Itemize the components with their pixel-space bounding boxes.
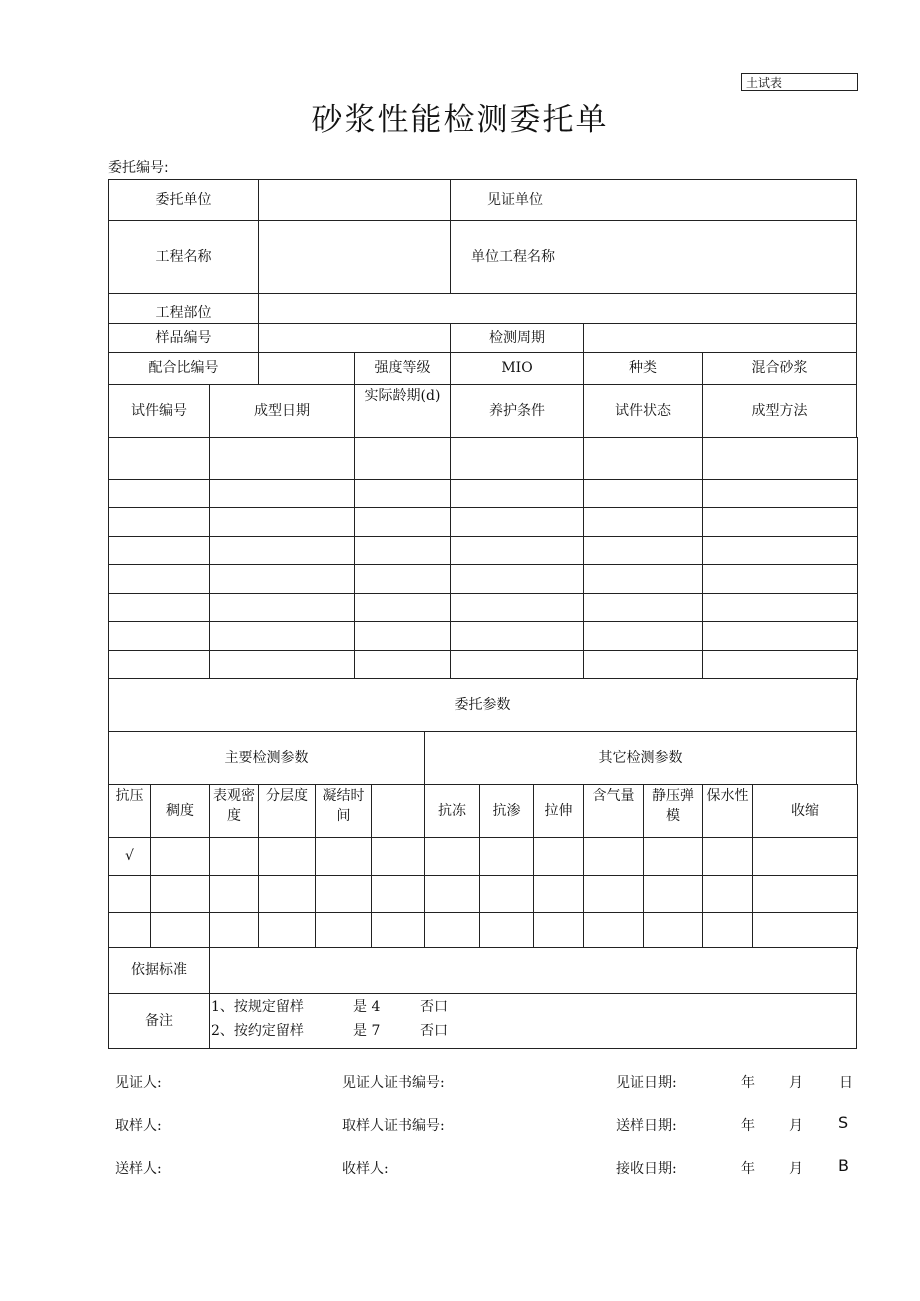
specimen-cell[interactable]: [108, 536, 210, 565]
specimen-cell[interactable]: [209, 593, 355, 622]
param-check-cell[interactable]: [108, 912, 151, 949]
specimen-cell[interactable]: [583, 650, 703, 680]
param-check-cell[interactable]: [315, 875, 372, 913]
param-header-blank: [371, 784, 425, 839]
specimen-cell[interactable]: [209, 564, 355, 594]
specimen-cell[interactable]: [354, 593, 451, 622]
param-check-cell[interactable]: [424, 912, 480, 949]
param-check-cell[interactable]: [533, 837, 584, 876]
test-period-label: 检测周期: [450, 323, 584, 353]
param-check-cell[interactable]: [258, 837, 316, 876]
specimen-cell[interactable]: [702, 621, 858, 651]
strength-grade-value[interactable]: MIO: [450, 352, 584, 385]
specimen-cell[interactable]: [108, 507, 210, 537]
project-part-field[interactable]: [258, 293, 857, 324]
project-name-label: 工程名称: [108, 220, 259, 294]
remarks-line2-yes[interactable]: 是 7: [353, 1023, 381, 1039]
form-code: 土试表: [741, 73, 858, 91]
param-check-cell[interactable]: [371, 875, 425, 913]
basis-field[interactable]: [209, 947, 857, 994]
specimen-cell[interactable]: [209, 621, 355, 651]
send-date-label: 送样日期:: [616, 1118, 677, 1134]
compressive-check-cell[interactable]: √: [108, 837, 151, 876]
witness-label: 见证人:: [115, 1075, 162, 1091]
param-header-apparent-density: 表观密度: [209, 784, 259, 839]
param-check-cell[interactable]: [371, 912, 425, 949]
param-check-cell[interactable]: [209, 837, 259, 876]
mix-no-label: 配合比编号: [108, 352, 259, 385]
send-day-mark: S: [838, 1113, 849, 1132]
param-check-cell[interactable]: [752, 912, 858, 949]
param-header-compressive: 抗压: [108, 784, 151, 839]
specimen-cell[interactable]: [583, 593, 703, 622]
other-params-label: 其它检测参数: [424, 731, 857, 785]
specimen-cell[interactable]: [702, 536, 858, 565]
param-header-impermeability: 抗渗: [479, 784, 534, 839]
specimen-cell[interactable]: [209, 507, 355, 537]
specimen-header-method: 成型方法: [702, 384, 857, 438]
param-check-cell[interactable]: [533, 912, 584, 949]
specimen-cell[interactable]: [450, 621, 584, 651]
param-check-cell[interactable]: [533, 875, 584, 913]
param-check-cell[interactable]: [371, 837, 425, 876]
specimen-cell[interactable]: [108, 479, 210, 508]
param-check-cell[interactable]: [479, 837, 534, 876]
param-check-cell[interactable]: [643, 875, 703, 913]
entrust-unit-label: 委托单位: [108, 179, 259, 221]
specimen-cell[interactable]: [702, 507, 858, 537]
specimen-cell[interactable]: [209, 536, 355, 565]
witness-month: 月: [789, 1075, 803, 1091]
param-check-cell[interactable]: [209, 912, 259, 949]
param-check-cell[interactable]: [583, 912, 644, 949]
remarks-line1-no[interactable]: 否口: [420, 999, 448, 1015]
page-title: 砂浆性能检测委托单: [311, 102, 609, 138]
specimen-cell[interactable]: [108, 650, 210, 680]
main-params-label: 主要检测参数: [108, 731, 425, 785]
specimen-cell[interactable]: [450, 593, 584, 622]
specimen-cell[interactable]: [354, 621, 451, 651]
specimen-cell[interactable]: [354, 507, 451, 537]
param-check-cell[interactable]: [209, 875, 259, 913]
project-part-label: 工程部位: [108, 293, 259, 324]
receive-day-mark: B: [838, 1156, 849, 1175]
remarks-line1-yes[interactable]: 是 4: [353, 999, 381, 1015]
specimen-cell[interactable]: [702, 479, 858, 508]
specimen-cell[interactable]: [702, 650, 858, 680]
param-check-cell[interactable]: [315, 837, 372, 876]
remarks-line2-no[interactable]: 否口: [420, 1023, 448, 1039]
param-check-cell[interactable]: [702, 912, 753, 949]
param-header-consistency: 稠度: [150, 784, 210, 839]
specimen-cell[interactable]: [583, 479, 703, 508]
specimen-cell[interactable]: [450, 437, 584, 480]
param-check-cell[interactable]: [479, 912, 534, 949]
sampler-cert-label: 取样人证书编号:: [342, 1118, 445, 1134]
param-header-static-elastic-modulus: 静压弹模: [643, 784, 703, 839]
param-header-air-content: 含气量: [583, 784, 644, 839]
specimen-cell[interactable]: [354, 564, 451, 594]
param-header-frost-resistance: 抗冻: [424, 784, 480, 839]
remarks-label: 备注: [108, 993, 210, 1049]
witness-unit-label: 见证单位: [487, 191, 543, 208]
mix-no-field[interactable]: [258, 352, 355, 385]
entrust-unit-field[interactable]: [258, 179, 451, 221]
specimen-cell[interactable]: [450, 479, 584, 508]
sender-label: 送样人:: [115, 1161, 162, 1177]
specimen-cell[interactable]: [108, 564, 210, 594]
witness-cert-label: 见证人证书编号:: [342, 1075, 445, 1091]
sampler-label: 取样人:: [115, 1118, 162, 1134]
param-check-cell[interactable]: [150, 875, 210, 913]
remarks-line1: 1、按规定留样: [211, 999, 304, 1015]
param-check-cell[interactable]: [150, 912, 210, 949]
specimen-header-curing: 养护条件: [450, 384, 584, 438]
type-label: 种类: [583, 352, 703, 385]
specimen-cell[interactable]: [450, 507, 584, 537]
remarks-line2: 2、按约定留样: [211, 1023, 304, 1039]
witness-unit-field[interactable]: [450, 179, 857, 221]
param-header-water-retention: 保水性: [702, 784, 753, 839]
param-check-cell[interactable]: [583, 837, 644, 876]
specimen-cell[interactable]: [354, 536, 451, 565]
specimen-cell[interactable]: [450, 564, 584, 594]
param-header-tensile: 拉伸: [533, 784, 584, 839]
entrust-number-label: 委托编号:: [108, 160, 169, 176]
param-check-cell[interactable]: [752, 837, 858, 876]
receiver-label: 收样人:: [342, 1161, 389, 1177]
param-check-cell[interactable]: [702, 875, 753, 913]
param-check-cell[interactable]: [583, 875, 644, 913]
param-check-cell[interactable]: [315, 912, 372, 949]
witness-year: 年: [741, 1075, 755, 1091]
unit-project-name-field[interactable]: [450, 220, 857, 294]
param-check-cell[interactable]: [108, 875, 151, 913]
receive-date-label: 接收日期:: [616, 1161, 677, 1177]
specimen-cell[interactable]: [108, 621, 210, 651]
specimen-cell[interactable]: [354, 437, 451, 480]
param-check-cell[interactable]: [752, 875, 858, 913]
param-check-cell[interactable]: [643, 837, 703, 876]
specimen-cell[interactable]: [354, 650, 451, 680]
witness-date-label: 见证日期:: [616, 1075, 677, 1091]
specimen-cell[interactable]: [702, 593, 858, 622]
specimen-cell[interactable]: [354, 479, 451, 508]
param-check-cell[interactable]: [258, 875, 316, 913]
param-check-cell[interactable]: [424, 875, 480, 913]
unit-project-name-label: 单位工程名称: [471, 248, 555, 265]
sample-no-field[interactable]: [258, 323, 451, 353]
send-month: 月: [789, 1118, 803, 1134]
specimen-header-state: 试件状态: [583, 384, 703, 438]
basis-label: 依据标准: [108, 947, 210, 994]
project-name-field[interactable]: [258, 220, 451, 294]
param-check-cell[interactable]: [258, 912, 316, 949]
test-period-field[interactable]: [583, 323, 857, 353]
param-check-cell[interactable]: [702, 837, 753, 876]
param-header-stratification: 分层度: [258, 784, 316, 839]
remarks-field: [209, 993, 857, 1049]
param-check-cell[interactable]: [424, 837, 480, 876]
param-header-shrinkage: 收缩: [752, 784, 858, 839]
specimen-cell[interactable]: [583, 564, 703, 594]
specimen-header-age: 实际龄期(d): [354, 384, 451, 438]
param-check-cell[interactable]: [643, 912, 703, 949]
specimen-cell[interactable]: [702, 564, 858, 594]
specimen-cell[interactable]: [209, 437, 355, 480]
params-section-label: 委托参数: [108, 678, 857, 732]
strength-grade-label: 强度等级: [354, 352, 451, 385]
witness-day: 日: [839, 1075, 853, 1091]
specimen-header-no: 试件编号: [108, 384, 210, 438]
sample-no-label: 样品编号: [108, 323, 259, 353]
specimen-cell[interactable]: [209, 479, 355, 508]
specimen-cell[interactable]: [583, 437, 703, 480]
send-year: 年: [741, 1118, 755, 1134]
type-value[interactable]: 混合砂浆: [702, 352, 857, 385]
specimen-cell[interactable]: [108, 593, 210, 622]
specimen-cell[interactable]: [583, 621, 703, 651]
specimen-cell[interactable]: [583, 507, 703, 537]
specimen-cell[interactable]: [702, 437, 858, 480]
specimen-cell[interactable]: [450, 650, 584, 680]
receive-month: 月: [789, 1161, 803, 1177]
specimen-cell[interactable]: [209, 650, 355, 680]
param-check-cell[interactable]: [479, 875, 534, 913]
specimen-cell[interactable]: [450, 536, 584, 565]
specimen-cell[interactable]: [108, 437, 210, 480]
receive-year: 年: [741, 1161, 755, 1177]
param-check-cell[interactable]: [150, 837, 210, 876]
specimen-cell[interactable]: [583, 536, 703, 565]
param-header-setting-time: 凝结时间: [315, 784, 372, 839]
specimen-header-date: 成型日期: [209, 384, 355, 438]
